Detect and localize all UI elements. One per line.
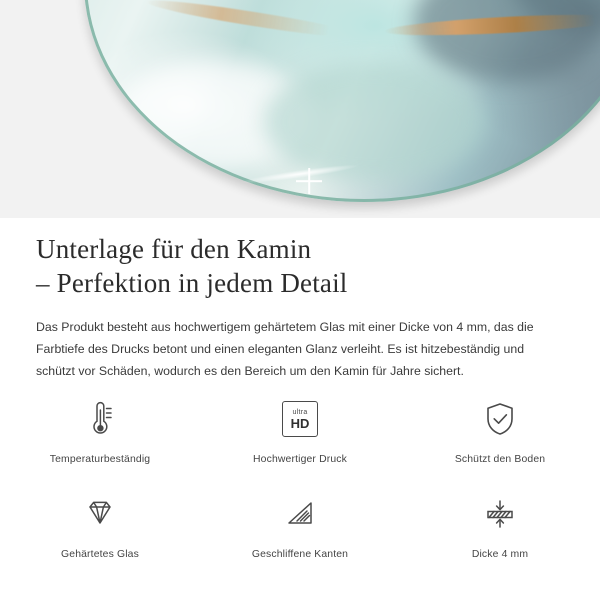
feature-label: Temperaturbeständig xyxy=(49,454,151,465)
thermometer-icon xyxy=(73,392,127,446)
polished-edges-icon xyxy=(273,487,327,541)
marble-smudge xyxy=(414,0,600,82)
feature-label: Dicke 4 mm xyxy=(471,549,529,560)
feature-item-polished-edges xyxy=(200,487,400,560)
feature-item-print-quality xyxy=(200,392,400,465)
ultra-hd-icon xyxy=(273,392,327,446)
feature-item-thickness xyxy=(400,487,600,560)
feature-grid xyxy=(0,392,600,560)
feature-label: Schützt den Boden xyxy=(454,454,546,465)
description-paragraph: Das Produkt besteht aus hochwertigem gehärtetem Glas mit einer Dicke von 4 mm, das die Farbtiefe des Drucks betont und einen eleganten Glanz verleiht. Es ist hitzebeständig und schützt vor Schäden, wodurch es den Bereich um den Kamin für Jahre sichert. xyxy=(36,320,534,378)
feature-item-temperature xyxy=(0,392,200,465)
feature-label: Geschliffene Kanten xyxy=(251,549,349,560)
ultra-label: ultra xyxy=(292,408,308,416)
headline-line-2: – Perfektion in jedem Detail xyxy=(36,268,348,298)
text-content xyxy=(0,218,600,382)
shield-check-icon xyxy=(473,392,527,446)
page-title xyxy=(0,218,600,300)
marble-smudge xyxy=(264,62,484,182)
feature-item-floor-protection xyxy=(400,392,600,465)
feature-label: Hochwertiger Druck xyxy=(253,454,347,465)
headline-line-1: Unterlage für den Kamin xyxy=(36,234,312,264)
sparkle-icon xyxy=(296,168,322,194)
gold-vein xyxy=(144,0,363,43)
feature-item-tempered-glass xyxy=(0,487,200,560)
thickness-icon xyxy=(473,487,527,541)
diamond-icon xyxy=(73,487,127,541)
feature-label: Gehärtetes Glas xyxy=(61,549,139,560)
hero-image xyxy=(0,0,600,218)
hd-label: HD xyxy=(290,415,310,431)
